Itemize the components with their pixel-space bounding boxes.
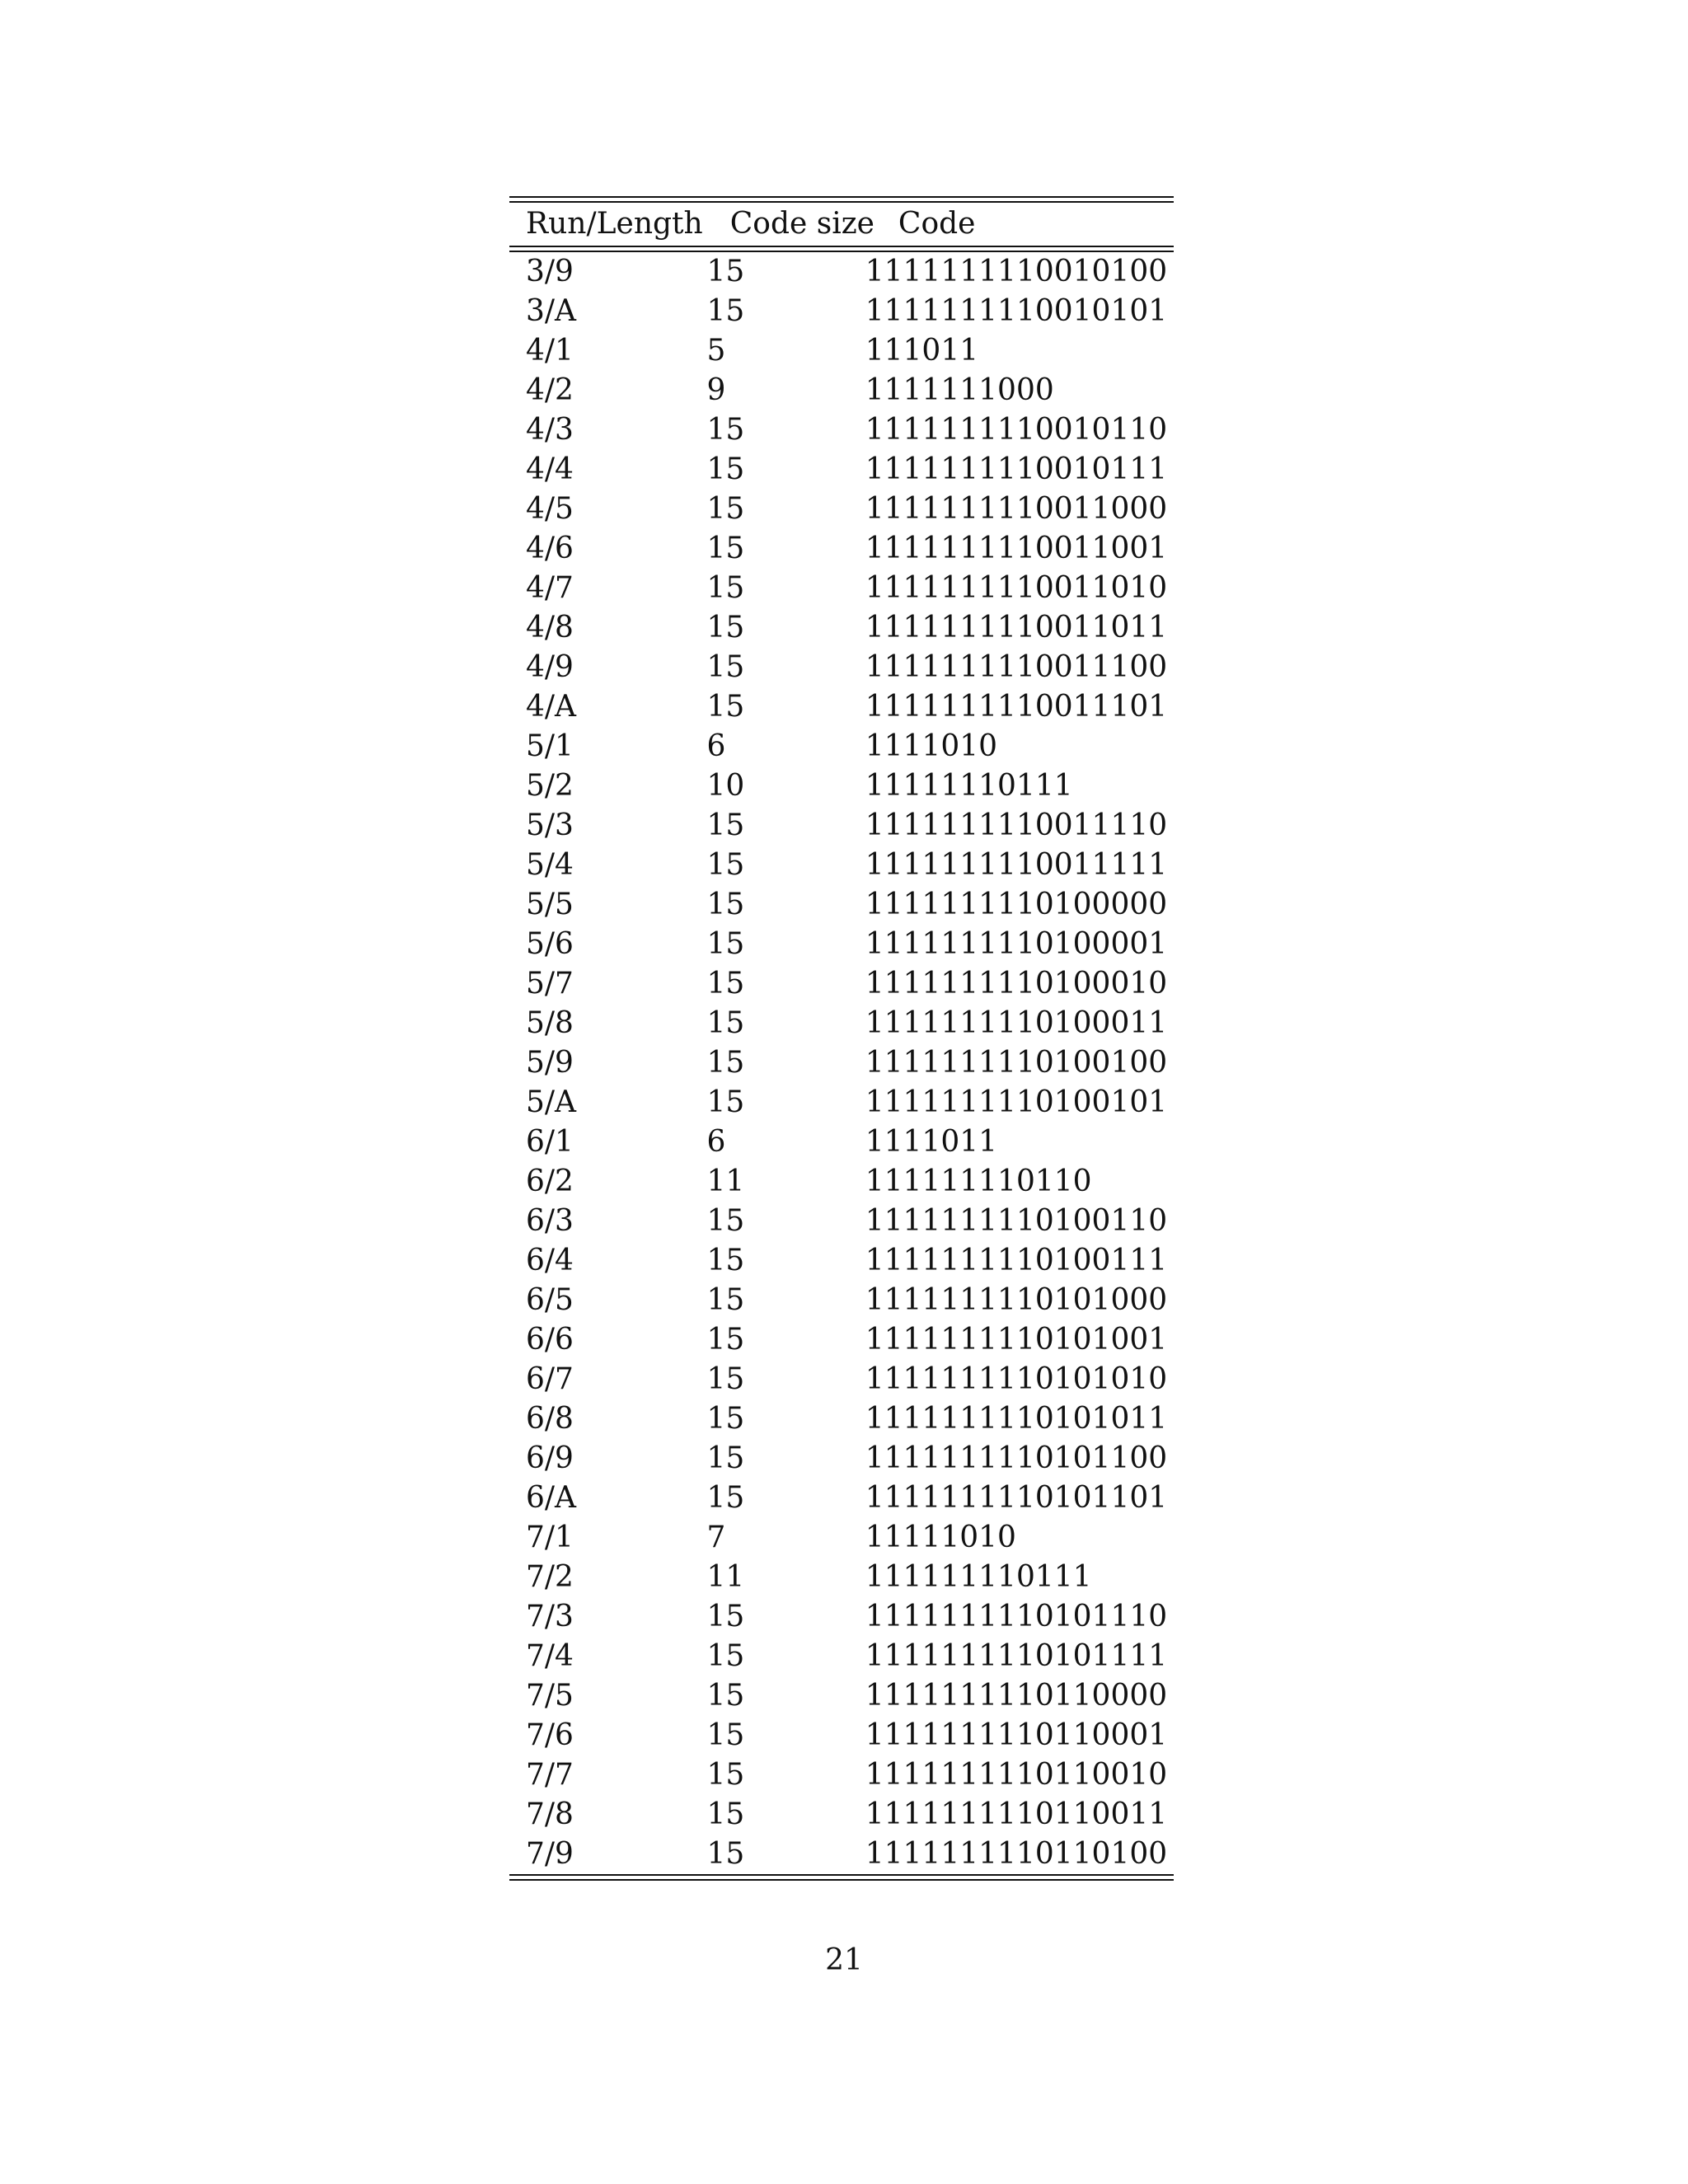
cell-run-length: 4/7 bbox=[526, 571, 574, 605]
cell-code: 1111111110101110 bbox=[865, 1600, 1168, 1633]
table-row bbox=[509, 1439, 1174, 1479]
cell-code: 1111011 bbox=[865, 1125, 998, 1159]
cell-run-length: 3/A bbox=[526, 294, 577, 328]
cell-run-length: 5/4 bbox=[526, 848, 574, 882]
cell-run-length: 6/8 bbox=[526, 1402, 574, 1436]
cell-code: 1111111110011001 bbox=[865, 532, 1168, 565]
cell-code-size: 15 bbox=[706, 452, 745, 486]
cell-code: 1111111110110001 bbox=[865, 1718, 1168, 1752]
cell-code: 1111111110100010 bbox=[865, 967, 1168, 1001]
table-row bbox=[509, 1320, 1174, 1360]
cell-code-size: 15 bbox=[706, 927, 745, 961]
cell-run-length: 7/7 bbox=[526, 1758, 574, 1792]
cell-code-size: 15 bbox=[706, 1244, 745, 1277]
cell-code-size: 15 bbox=[706, 848, 745, 882]
table-row bbox=[509, 1360, 1174, 1399]
table-row bbox=[509, 1518, 1174, 1558]
cell-code-size: 11 bbox=[706, 1165, 745, 1198]
cell-run-length: 6/A bbox=[526, 1481, 577, 1515]
cell-code-size: 15 bbox=[706, 255, 745, 288]
header-row bbox=[509, 203, 1174, 246]
table-row bbox=[509, 1558, 1174, 1597]
table-row bbox=[509, 1122, 1174, 1162]
cell-run-length: 5/8 bbox=[526, 1006, 574, 1040]
table-row bbox=[509, 1597, 1174, 1637]
table-header bbox=[509, 203, 1174, 246]
cell-run-length: 7/1 bbox=[526, 1521, 574, 1554]
bottom-double-rule bbox=[509, 1874, 1174, 1881]
cell-code: 1111111110011011 bbox=[865, 611, 1168, 644]
table-row bbox=[509, 1637, 1174, 1676]
cell-code-size: 15 bbox=[706, 571, 745, 605]
cell-code: 11111110111 bbox=[865, 769, 1073, 803]
table-row bbox=[509, 648, 1174, 687]
cell-run-length: 5/6 bbox=[526, 927, 574, 961]
cell-run-length: 5/2 bbox=[526, 769, 574, 803]
cell-code-size: 15 bbox=[706, 532, 745, 565]
cell-code: 1111111110010101 bbox=[865, 294, 1168, 328]
cell-code-size: 15 bbox=[706, 1204, 745, 1238]
cell-run-length: 5/3 bbox=[526, 808, 574, 842]
table-row bbox=[509, 1795, 1174, 1835]
cell-code: 1111111110100000 bbox=[865, 888, 1168, 921]
huffman-code-table-body bbox=[509, 252, 1174, 1874]
cell-code: 1111010 bbox=[865, 729, 998, 763]
cell-code-size: 15 bbox=[706, 690, 745, 724]
cell-run-length: 7/2 bbox=[526, 1560, 574, 1594]
table-row bbox=[509, 1399, 1174, 1439]
cell-code-size: 15 bbox=[706, 1006, 745, 1040]
table-row bbox=[509, 1241, 1174, 1281]
cell-code-size: 15 bbox=[706, 294, 745, 328]
table-row bbox=[509, 846, 1174, 885]
cell-code: 1111111110101001 bbox=[865, 1323, 1168, 1357]
table-row bbox=[509, 964, 1174, 1004]
cell-run-length: 6/9 bbox=[526, 1441, 574, 1475]
table-row bbox=[509, 1676, 1174, 1716]
cell-code: 1111111110010111 bbox=[865, 452, 1168, 486]
cell-code-size: 15 bbox=[706, 1481, 745, 1515]
cell-run-length: 7/6 bbox=[526, 1718, 574, 1752]
cell-code-size: 6 bbox=[706, 1125, 726, 1159]
cell-code-size: 15 bbox=[706, 1679, 745, 1713]
cell-code: 1111111110011101 bbox=[865, 690, 1168, 724]
cell-code-size: 15 bbox=[706, 1718, 745, 1752]
table-row bbox=[509, 569, 1174, 608]
table-row bbox=[509, 687, 1174, 727]
table-row bbox=[509, 885, 1174, 925]
cell-code-size: 15 bbox=[706, 888, 745, 921]
cell-code-size: 15 bbox=[706, 1600, 745, 1633]
cell-run-length: 5/9 bbox=[526, 1046, 574, 1080]
cell-code: 111111110110 bbox=[865, 1165, 1092, 1198]
cell-code-size: 15 bbox=[706, 1085, 745, 1119]
cell-run-length: 7/4 bbox=[526, 1639, 574, 1673]
table-row bbox=[509, 1479, 1174, 1518]
cell-code: 1111111000 bbox=[865, 373, 1054, 407]
cell-run-length: 6/1 bbox=[526, 1125, 574, 1159]
cell-run-length: 6/6 bbox=[526, 1323, 574, 1357]
cell-code: 1111111110011100 bbox=[865, 650, 1168, 684]
table-row bbox=[509, 450, 1174, 490]
cell-run-length: 6/3 bbox=[526, 1204, 574, 1238]
cell-run-length: 6/5 bbox=[526, 1283, 574, 1317]
cell-code: 1111111110100111 bbox=[865, 1244, 1168, 1277]
cell-code-size: 5 bbox=[706, 334, 726, 368]
cell-code-size: 15 bbox=[706, 1323, 745, 1357]
cell-run-length: 4/4 bbox=[526, 452, 574, 486]
table-row bbox=[509, 806, 1174, 846]
cell-code: 1111111110100101 bbox=[865, 1085, 1168, 1119]
header-code-size: Code size bbox=[729, 207, 874, 241]
cell-code: 1111111110010110 bbox=[865, 413, 1168, 447]
cell-code-size: 15 bbox=[706, 808, 745, 842]
cell-code-size: 15 bbox=[706, 650, 745, 684]
cell-code-size: 15 bbox=[706, 1639, 745, 1673]
cell-run-length: 6/4 bbox=[526, 1244, 574, 1277]
cell-run-length: 3/9 bbox=[526, 255, 574, 288]
cell-run-length: 4/3 bbox=[526, 413, 574, 447]
table-row bbox=[509, 925, 1174, 964]
cell-run-length: 4/6 bbox=[526, 532, 574, 565]
cell-code-size: 15 bbox=[706, 611, 745, 644]
cell-code-size: 15 bbox=[706, 1283, 745, 1317]
cell-code: 1111111110100100 bbox=[865, 1046, 1168, 1080]
table-row bbox=[509, 1004, 1174, 1043]
cell-code-size: 9 bbox=[706, 373, 726, 407]
table-row bbox=[509, 1281, 1174, 1320]
cell-code-size: 15 bbox=[706, 413, 745, 447]
table-row bbox=[509, 766, 1174, 806]
table-row bbox=[509, 1083, 1174, 1122]
table-row bbox=[509, 1043, 1174, 1083]
cell-code: 1111111110101101 bbox=[865, 1481, 1168, 1515]
cell-run-length: 4/5 bbox=[526, 492, 574, 526]
table-row bbox=[509, 1716, 1174, 1755]
cell-run-length: 4/2 bbox=[526, 373, 574, 407]
cell-code: 1111111110011110 bbox=[865, 808, 1168, 842]
table-row bbox=[509, 410, 1174, 450]
cell-code-size: 15 bbox=[706, 1046, 745, 1080]
table-row bbox=[509, 608, 1174, 648]
cell-run-length: 4/9 bbox=[526, 650, 574, 684]
cell-code-size: 15 bbox=[706, 492, 745, 526]
cell-code: 1111111110100001 bbox=[865, 927, 1168, 961]
cell-code: 111111110111 bbox=[865, 1560, 1092, 1594]
table-row bbox=[509, 490, 1174, 529]
cell-code: 1111111110100110 bbox=[865, 1204, 1168, 1238]
cell-code-size: 7 bbox=[706, 1521, 726, 1554]
cell-run-length: 6/2 bbox=[526, 1165, 574, 1198]
cell-code: 1111111110110000 bbox=[865, 1679, 1168, 1713]
cell-code: 1111111110101011 bbox=[865, 1402, 1168, 1436]
table-body bbox=[509, 252, 1174, 1874]
header-double-rule bbox=[509, 246, 1174, 252]
cell-run-length: 4/A bbox=[526, 690, 577, 724]
cell-code: 1111111110100011 bbox=[865, 1006, 1168, 1040]
table-row bbox=[509, 1202, 1174, 1241]
top-double-rule bbox=[509, 196, 1174, 203]
cell-code: 111011 bbox=[865, 334, 979, 368]
cell-run-length: 7/8 bbox=[526, 1797, 574, 1831]
cell-run-length: 4/1 bbox=[526, 334, 574, 368]
header-code: Code bbox=[898, 207, 976, 241]
cell-code: 1111111110101111 bbox=[865, 1639, 1168, 1673]
huffman-code-table bbox=[509, 203, 1174, 246]
cell-run-length: 5/1 bbox=[526, 729, 574, 763]
cell-code-size: 6 bbox=[706, 729, 726, 763]
cell-run-length: 6/7 bbox=[526, 1362, 574, 1396]
cell-code: 1111111110110010 bbox=[865, 1758, 1168, 1792]
cell-code: 1111111110011111 bbox=[865, 848, 1168, 882]
cell-code: 1111111110110100 bbox=[865, 1837, 1168, 1871]
cell-code: 11111010 bbox=[865, 1521, 1016, 1554]
table-row bbox=[509, 1162, 1174, 1202]
page-number: 21 bbox=[825, 1943, 863, 1977]
cell-code: 1111111110011000 bbox=[865, 492, 1168, 526]
cell-run-length: 7/9 bbox=[526, 1837, 574, 1871]
cell-code-size: 11 bbox=[706, 1560, 745, 1594]
table-row bbox=[509, 371, 1174, 410]
cell-run-length: 5/A bbox=[526, 1085, 577, 1119]
cell-code-size: 10 bbox=[706, 769, 745, 803]
cell-code: 1111111110010100 bbox=[865, 255, 1168, 288]
table-row bbox=[509, 331, 1174, 371]
cell-code: 1111111110101000 bbox=[865, 1283, 1168, 1317]
cell-run-length: 7/3 bbox=[526, 1600, 574, 1633]
table-row bbox=[509, 529, 1174, 569]
cell-run-length: 5/5 bbox=[526, 888, 574, 921]
cell-code-size: 15 bbox=[706, 1837, 745, 1871]
cell-code-size: 15 bbox=[706, 1402, 745, 1436]
header-run-length: Run/Length bbox=[526, 207, 703, 241]
table-row bbox=[509, 727, 1174, 766]
cell-code: 1111111110110011 bbox=[865, 1797, 1168, 1831]
table-row bbox=[509, 1835, 1174, 1874]
cell-code-size: 15 bbox=[706, 1441, 745, 1475]
cell-code-size: 15 bbox=[706, 967, 745, 1001]
cell-run-length: 4/8 bbox=[526, 611, 574, 644]
table-row bbox=[509, 292, 1174, 331]
cell-run-length: 7/5 bbox=[526, 1679, 574, 1713]
cell-code-size: 15 bbox=[706, 1758, 745, 1792]
cell-code-size: 15 bbox=[706, 1797, 745, 1831]
cell-run-length: 5/7 bbox=[526, 967, 574, 1001]
huffman-code-table-wrapper bbox=[509, 196, 1174, 1881]
cell-code-size: 15 bbox=[706, 1362, 745, 1396]
cell-code: 1111111110101010 bbox=[865, 1362, 1168, 1396]
table-row bbox=[509, 1755, 1174, 1795]
table-row bbox=[509, 252, 1174, 292]
cell-code: 1111111110011010 bbox=[865, 571, 1168, 605]
cell-code: 1111111110101100 bbox=[865, 1441, 1168, 1475]
